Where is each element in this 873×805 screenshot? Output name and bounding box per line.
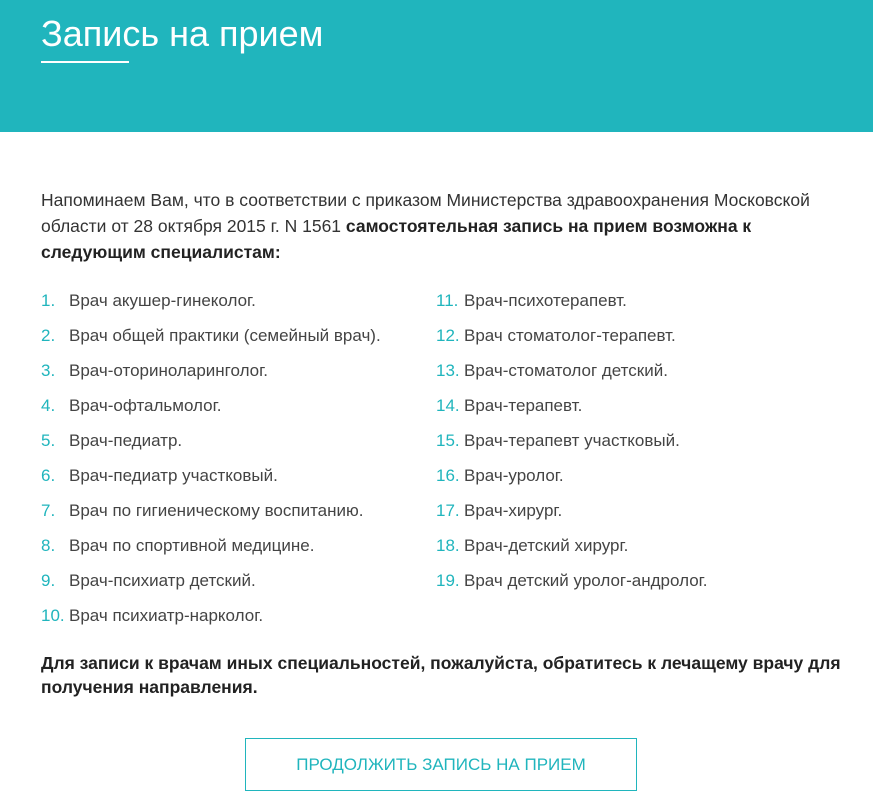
list-item-number: 7. [41,501,56,520]
list-item-number: 18. [436,536,460,555]
list-item-label: Врач-педиатр участковый. [69,466,278,485]
main-content [41,187,851,697]
list-item-label: Врач-педиатр. [69,431,183,450]
list-item [436,388,851,423]
list-item-label: Врач-терапевт. [464,396,583,415]
list-item-label: Врач акушер-гинеколог. [69,291,256,310]
list-item [41,493,436,528]
list-item-number: 8. [41,536,56,555]
list-item-number: 17. [436,501,460,520]
list-item [436,528,851,563]
page-header [0,0,873,132]
list-item [41,388,436,423]
list-item-number: 2. [41,326,56,345]
list-item-number: 3. [41,361,56,380]
list-item [41,563,436,598]
list-item [436,353,851,388]
list-item [41,458,436,493]
list-item-number: 13. [436,361,460,380]
list-item [436,458,851,493]
specialists-column-left [41,283,436,633]
list-item-label: Врач по спортивной медицине. [69,536,315,555]
list-item-number: 4. [41,396,56,415]
list-item-number: 5. [41,431,56,450]
list-item-number: 19. [436,571,460,590]
list-item-label: Врач-офтальмолог. [69,396,222,415]
list-item-label: Врач психиатр-нарколог. [69,606,264,625]
list-item-number: 16. [436,466,460,485]
list-item-label: Врач стоматолог-терапевт. [464,326,676,345]
list-item-label: Врач-стоматолог детский. [464,361,668,380]
list-item-number: 11. [436,291,459,310]
continue-appointment-button[interactable]: ПРОДОЛЖИТЬ ЗАПИСЬ НА ПРИЕМ [245,738,637,791]
list-item-label: Врач детский уролог-андролог. [464,571,708,590]
list-item-label: Врач-оториноларинголог. [69,361,268,380]
list-item-number: 6. [41,466,56,485]
list-item [436,493,851,528]
list-item-number: 10. [41,606,65,625]
list-item-label: Врач-психотерапевт. [464,291,627,310]
list-item-label: Врач-психиатр детский. [69,571,256,590]
list-item [41,353,436,388]
list-item-number: 9. [41,571,56,590]
list-item [436,318,851,353]
list-item [41,528,436,563]
page-title: Запись на прием [41,13,324,54]
list-item [41,318,436,353]
list-item-label: Врач-терапевт участковый. [464,431,680,450]
list-item [436,563,851,598]
specialists-column-right [436,283,851,598]
list-item-label: Врач-детский хирург. [464,536,629,555]
intro-text: Напоминаем Вам, что в соответствии с приказом Министерства здравоохранения Московской области от 28 октября 2015 г. N 1561 [41,190,810,236]
list-item [436,423,851,458]
list-item-label: Врач-хирург. [464,501,563,520]
intro-bold-text: самостоятельная запись на прием возможна к следующим специалистам: [41,216,752,262]
list-item [41,423,436,458]
list-item [436,283,851,318]
list-item [41,283,436,318]
list-item-number: 15. [436,431,460,450]
list-item-number: 12. [436,326,460,345]
referral-note: Для записи к врачам иных специальностей, пожалуйста, обратитесь к лечащему врачу для получения направления. [41,653,841,697]
list-item [41,598,436,633]
title-underline [41,61,129,63]
intro-paragraph [41,187,851,265]
list-item-label: Врач по гигиеническому воспитанию. [69,501,364,520]
list-item-label: Врач-уролог. [464,466,564,485]
list-item-label: Врач общей практики (семейный врач). [69,326,381,345]
list-item-number: 1. [41,291,56,310]
list-item-number: 14. [436,396,460,415]
